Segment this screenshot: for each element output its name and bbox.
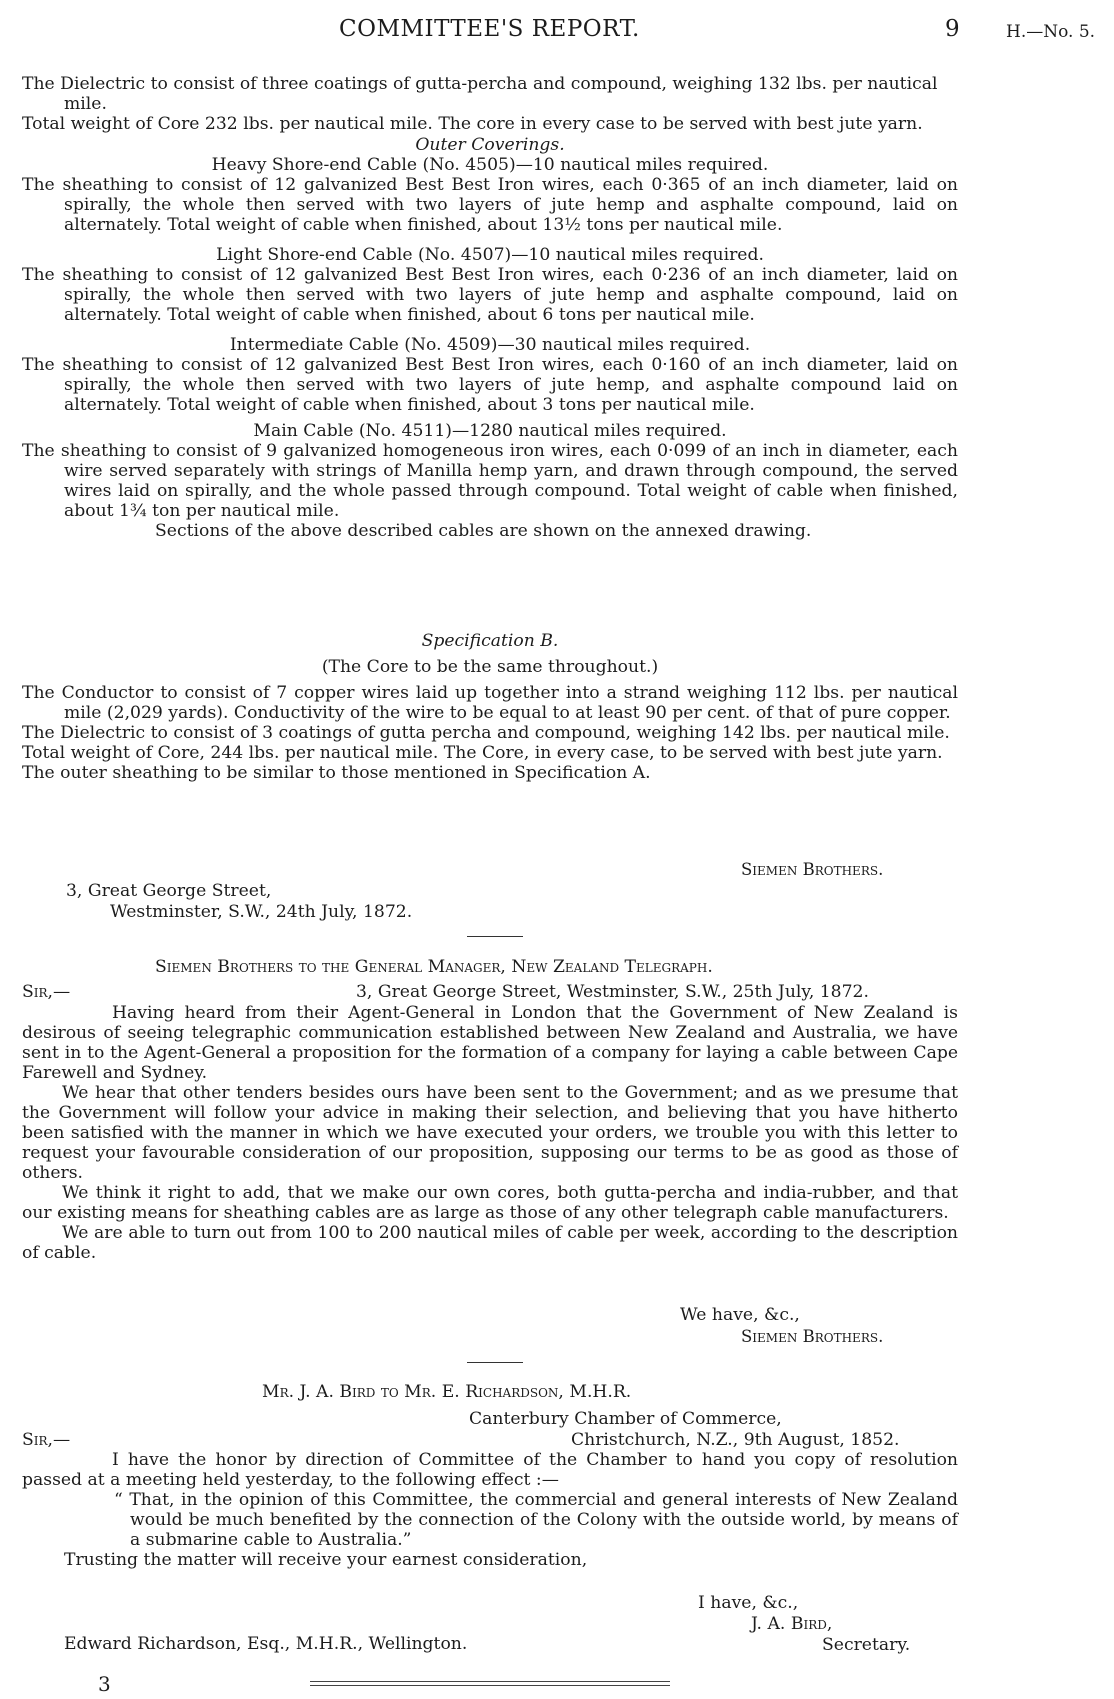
letter1-closing: We have, &c.,	[680, 1305, 800, 1325]
letter2-address-line-1: Canterbury Chamber of Commerce,	[469, 1409, 782, 1429]
signature-mark: 3	[98, 1672, 111, 1696]
letter2-intro: I have the honor by direction of Committee of the Chamber to hand you copy of resolution passed at a meeting held yesterday, to the following effect :—	[22, 1450, 958, 1490]
letter1-salutation: Sir,—	[22, 982, 71, 1002]
spec-b-heading: Specification B.	[421, 631, 559, 651]
conductor-paragraph: The Conductor to consist of 7 copper wires laid up together into a strand weighing 112 lbs. per nautical mile (2,029 yards). Conductivity of the wire to be equal to at least 90 per cent. of that of pure copper.	[22, 683, 958, 723]
spec-b-section	[22, 631, 958, 783]
spec-b-signature: Siemen Brothers.	[741, 860, 884, 879]
cable-text-main: The sheathing to consist of 9 galvanized homogeneous iron wires, each 0·099 of an inch in diameter, each wire served separately with strings of Manilla hemp yarn, and drawn through compound, the served wires laid on spirally, and the whole passed through compound. Total weight of cable when finished, about 1¾ ton per nautical mile.	[22, 441, 958, 521]
letter1-paragraph: We think it right to add, that we make our own cores, both gutta-percha and india-rubber, and that our existing means for sheathing cables are as large as those of any other telegraph cable manufacturers.	[22, 1183, 958, 1223]
cable-heading-intermediate: Intermediate Cable (No. 4509)—30 nautical miles required.	[229, 335, 751, 355]
paper-reference: H.—No. 5.	[1006, 22, 1096, 42]
spec-b-address-line-2: Westminster, S.W., 24th July, 1872.	[110, 902, 413, 922]
section-divider	[467, 1362, 523, 1363]
page-title: COMMITTEE'S REPORT.	[339, 16, 640, 42]
cable-text-light: The sheathing to consist of 12 galvanized Best Best Iron wires, each 0·236 of an inch diameter, laid on spirally, the whole then served with two layers of jute hemp and asphalte compound, laid on alternately. Total weight of cable when finished, about 6 tons per nautical mile.	[22, 265, 958, 325]
footer-rule	[310, 1685, 670, 1686]
letter1-address: 3, Great George Street, Westminster, S.W., 25th July, 1872.	[356, 982, 869, 1002]
letter1-paragraph: We are able to turn out from 100 to 200 nautical miles of cable per week, according to the description of cable.	[22, 1223, 958, 1263]
letter2-title: Secretary.	[822, 1635, 911, 1655]
spec-a-section	[22, 74, 958, 541]
letter1-body	[22, 1003, 958, 1263]
letter2-salutation: Sir,—	[22, 1430, 71, 1450]
letter2-body	[22, 1450, 958, 1570]
letter1-heading: Siemen Brothers to the General Manager, New Zealand Telegraph.	[155, 957, 713, 977]
spec-b-address-line-1: 3, Great George Street,	[66, 881, 272, 901]
cable-heading-light: Light Shore-end Cable (No. 4507)—10 nautical miles required.	[216, 245, 764, 265]
letter2-closing: I have, &c.,	[698, 1593, 799, 1613]
core-weight-paragraph: Total weight of Core 232 lbs. per nautical mile. The core in every case to be served with best jute yarn.	[22, 114, 923, 134]
letter2-heading: Mr. J. A. Bird to Mr. E. Richardson, M.H.R.	[262, 1382, 632, 1402]
outer-coverings-heading: Outer Coverings.	[415, 135, 565, 155]
spec-b-sheathing: The outer sheathing to be similar to those mentioned in Specification A.	[22, 763, 651, 783]
letter2-address-line-2: Christchurch, N.Z., 9th August, 1852.	[571, 1430, 900, 1450]
letter2-addressee: Edward Richardson, Esq., M.H.R., Wellington.	[64, 1634, 468, 1654]
letter1-signature: Siemen Brothers.	[741, 1327, 884, 1346]
dielectric-paragraph: The Dielectric to consist of three coatings of gutta-percha and compound, weighing 132 lbs. per nautical mile.	[22, 74, 938, 114]
spec-b-subheading: (The Core to be the same throughout.)	[321, 657, 659, 677]
sections-note: Sections of the above described cables are shown on the annexed drawing.	[155, 521, 812, 541]
letter2-signatory: J. A. Bird,	[751, 1614, 833, 1634]
letter1-paragraph: We hear that other tenders besides ours have been sent to the Government; and as we presume that the Government will follow your advice in making their selection, and believing that you have hitherto been satisfied with the manner in which we have executed your orders, we trouble you with this letter to request your favourable consideration of our proposition, supposing our terms to be as good as those of others.	[22, 1083, 958, 1183]
page-number: 9	[945, 16, 961, 42]
spec-b-dielectric: The Dielectric to consist of 3 coatings of gutta percha and compound, weighing 142 lbs. per nautical mile.	[22, 723, 950, 743]
letter2-trusting: Trusting the matter will receive your earnest consideration,	[64, 1550, 588, 1570]
cable-text-intermediate: The sheathing to consist of 12 galvanized Best Best Iron wires, each 0·160 of an inch diameter, laid on spirally, the whole then served with two layers of jute hemp, and asphalte compound laid on alternately. Total weight of cable when finished, about 3 tons per nautical mile.	[22, 355, 958, 415]
cable-text-heavy: The sheathing to consist of 12 galvanized Best Best Iron wires, each 0·365 of an inch diameter, laid on spirally, the whole then served with two layers of jute hemp and asphalte compound, laid on alternately. Total weight of cable when finished, about 13½ tons per nautical mile.	[22, 175, 958, 235]
spec-b-core-weight: Total weight of Core, 244 lbs. per nautical mile. The Core, in every case, to be served with best jute yarn.	[22, 743, 943, 763]
section-divider	[467, 936, 523, 937]
cable-heading-main: Main Cable (No. 4511)—1280 nautical miles required.	[253, 421, 727, 441]
footer-rule	[310, 1681, 670, 1682]
letter2-resolution: “ That, in the opinion of this Committee, the commercial and general interests of New Zealand would be much benefited by the connection of the Colony with the outside world, by means of a submarine cable to Australia.”	[114, 1490, 958, 1550]
cable-heading-heavy: Heavy Shore-end Cable (No. 4505)—10 nautical miles required.	[211, 155, 769, 175]
letter1-paragraph: Having heard from their Agent-General in London that the Government of New Zealand is desirous of seeing telegraphic communication established between New Zealand and Australia, we have sent in to the Agent-General a proposition for the formation of a company for laying a cable between Cape Farewell and Sydney.	[22, 1003, 958, 1083]
